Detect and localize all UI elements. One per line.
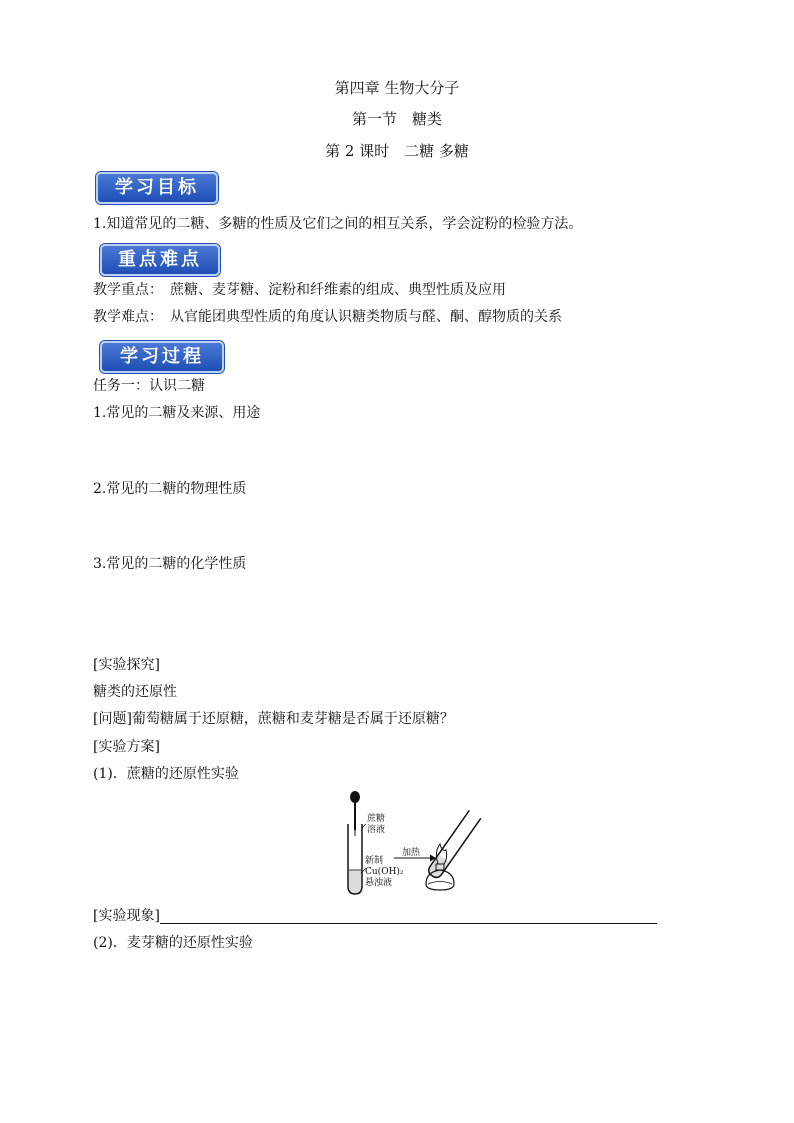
section-title: 第一节 糖类: [351, 110, 442, 128]
sucrose-label-2: 溶液: [367, 825, 386, 835]
teaching-difficulty: 教学难点： 从官能团典型性质的角度认识糖类物质与醛、酮、醇物质的关系: [93, 309, 562, 325]
fresh-label-3: 悬浊液: [365, 878, 393, 888]
experiment-plan: [实验方案]: [93, 739, 160, 755]
process-badge: 学习过程: [100, 341, 224, 373]
task-one: 任务一：认识二糖: [93, 378, 205, 394]
lesson-title: 第 2 课时 二糖 多糖: [325, 142, 469, 160]
fresh-label-1: 新制: [365, 856, 384, 866]
teaching-focus: 教学重点： 蔗糖、麦芽糖、淀粉和纤维素的组成、典型性质及应用: [93, 282, 506, 298]
experiment-phenomenon: [实验现象]: [93, 908, 160, 924]
key-points-badge: 重点难点: [100, 244, 220, 276]
heated-tube-icon: [426, 810, 480, 879]
fresh-label-2: Cu(OH)₂: [365, 867, 404, 877]
apparatus-diagram: [330, 788, 490, 896]
sucrose-label-1: 蔗糖: [367, 814, 386, 824]
experiment-topic: 糖类的还原性: [93, 684, 177, 700]
experiment-one: (1)．蔗糖的还原性实验: [93, 766, 239, 782]
answer-blank-line[interactable]: [160, 923, 657, 924]
experiment-two: (2)．麦芽糖的还原性实验: [93, 935, 253, 951]
question-three: 3.常见的二糖的化学性质: [93, 556, 247, 572]
sucrose-experiment-figure: [330, 788, 490, 896]
suspension-liquid-icon: [349, 870, 361, 893]
objective-item: 1.知道常见的二糖、多糖的性质及它们之间的相互关系，学会淀粉的检验方法。: [93, 216, 583, 232]
question-two: 2.常见的二糖的物理性质: [93, 481, 247, 497]
chapter-title: 第四章 生物大分子: [334, 79, 460, 97]
question-one: 1.常见的二糖及来源、用途: [93, 405, 261, 421]
experiment-explore: [实验探究]: [93, 657, 160, 673]
heat-label: 加热: [402, 848, 421, 858]
dropper-bulb-icon: [350, 791, 360, 803]
objectives-badge: 学习目标: [96, 172, 218, 204]
experiment-question: [问题]葡萄糖属于还原糖，蔗糖和麦芽糖是否属于还原糖？: [93, 711, 454, 727]
